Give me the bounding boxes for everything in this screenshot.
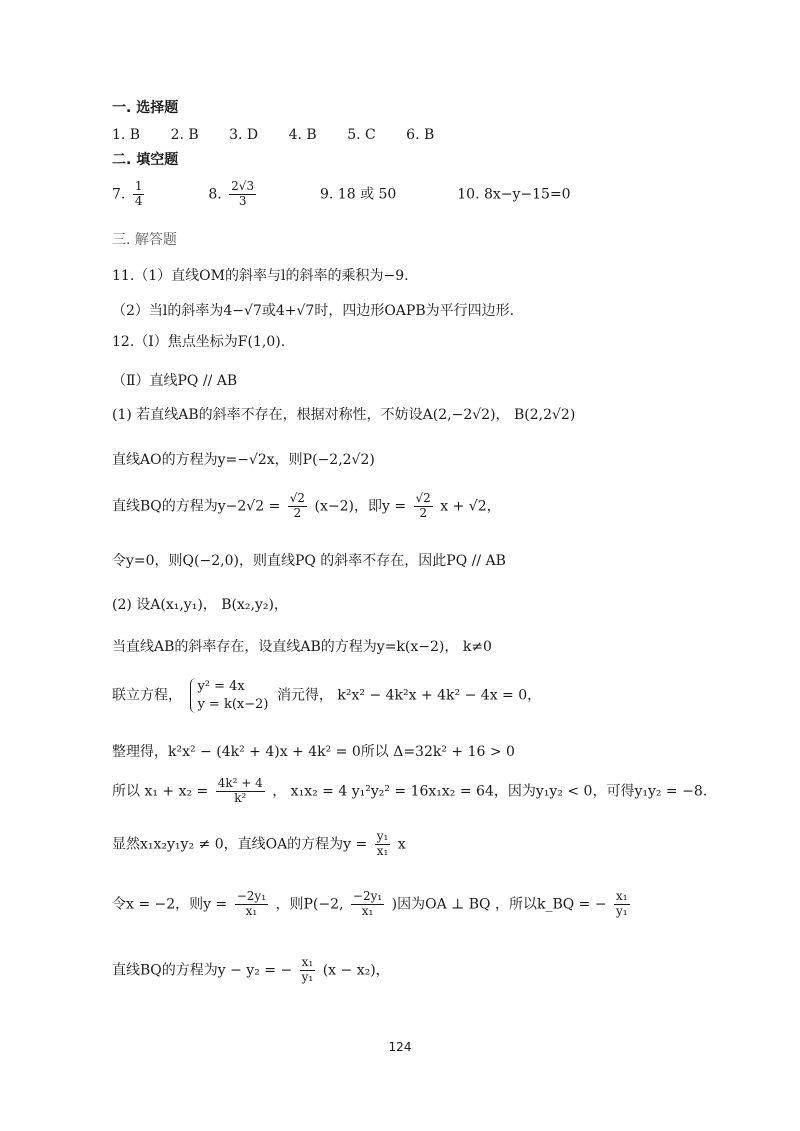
solution-line-5: (2) 设A(x₁,y₁)， B(x₂,y₂)，	[112, 597, 288, 613]
section1-heading: 一. 选择题	[112, 100, 179, 116]
answer-1: 1. B	[112, 127, 141, 143]
q10-answer: 10. 8x−y−15=0	[457, 186, 571, 203]
fraction-x1-over-y1: $\frac{\text{x₁}}{\text{y₁}}$	[301, 955, 314, 984]
q11-part2: （2）当l的斜率为4−√7或4+√7时，四边形OAPB为平行四边形.	[112, 303, 515, 319]
fraction-sqrt2-over-2: $\frac{√2}{2}$	[289, 491, 306, 520]
solution-line-1: (1) 若直线AB的斜率不存在，根据对称性，不妨设A(2,−2√2)， B(2,2√2)	[112, 407, 576, 423]
solution-line-4: 令y=0，则Q(−2,0)，则直线PQ 的斜率不存在，因此PQ // AB	[112, 553, 506, 569]
page-number: 124	[388, 1040, 412, 1054]
q12-part2: （Ⅱ）直线PQ // AB	[112, 373, 238, 389]
fraction-neg2y1-over-x1: $\frac{\text{−2y₁}}{\text{x₁}}$	[236, 889, 266, 918]
answer-4: 4. B	[288, 127, 317, 143]
solution-line-9: 所以 x₁ + x₂ = $\frac{\text{4k² + 4}}{\text{k²}}$ ， x₁x₂ = 4 y₁²y₂² = 16x₁x₂ = 64，因为y₁y₂ < 0，可得y₁y₂ = −8.	[112, 776, 708, 805]
solution-line-6: 当直线AB的斜率存在，设直线AB的方程为y=k(x−2)， k≠0	[112, 639, 492, 655]
answer-2: 2. B	[170, 127, 199, 143]
section2-heading: 二. 填空题	[112, 152, 179, 168]
fraction-sum: $\frac{\text{4k² + 4}}{\text{k²}}$	[217, 776, 263, 805]
section3-heading: 三. 解答题	[112, 232, 177, 248]
q12-part1: 12.（Ⅰ）焦点坐标为F(1,0).	[112, 334, 286, 350]
q9-answer: 9. 18 或 50	[320, 186, 397, 203]
q8-label: 8.	[208, 186, 222, 203]
fill-answers	[112, 180, 571, 209]
fraction-x1-over-y1: $\frac{\text{x₁}}{\text{y₁}}$	[616, 889, 628, 918]
q8-fraction: $\frac{2√3}{3}$	[231, 179, 255, 208]
solution-line-7: 联立方程， y² = 4x y = k(x−2) 消元得， k²x² − 4k²x + 4k² − 4x = 0，	[112, 679, 542, 712]
solution-line-3: 直线BQ的方程为y−2√2 = $\frac{√2}{2}$ (x−2)，即y = $\frac{√2}{2}$ x + √2，	[112, 491, 501, 520]
solution-line-11: 令x = −2，则y = $\frac{\text{−2y₁}}{\text{x₁}}$ ，则P(−2, $\frac{\text{−2y₁}}{\text{x₁}}$ )因为OA ⊥ BQ ，所以k_BQ = − $\frac{\text{x₁}}{\text{y₁}}$	[112, 889, 628, 918]
q7-label: 7.	[112, 186, 126, 203]
fraction-y1-over-x1: $\frac{\text{y₁}}{\text{x₁}}$	[376, 829, 389, 858]
solution-line-12: 直线BQ的方程为y − y₂ = − $\frac{\text{x₁}}{\text{y₁}}$ (x − x₂)，	[112, 955, 390, 984]
solution-line-10: 显然x₁x₂y₁y₂ ≠ 0，直线OA的方程为y = $\frac{\text{y₁}}{\text{x₁}}$ x	[112, 829, 406, 858]
solution-line-2: 直线AO的方程为y=−√2x，则P(−2,2√2)	[112, 452, 375, 468]
fraction-sqrt2-over-2: $\frac{√2}{2}$	[415, 491, 431, 520]
answer-6: 6. B	[406, 127, 435, 143]
choice-answers	[112, 127, 434, 144]
solution-line-8: 整理得，k²x² − (4k² + 4)x + 4k² = 0所以 Δ=32k² + 16 > 0	[112, 744, 515, 760]
q11-part1: 11.（1）直线OM的斜率与l的斜率的乘积为−9.	[112, 268, 409, 284]
fraction-neg2y1-over-x1: $\frac{\text{−2y₁}}{\text{x₁}}$	[352, 889, 383, 918]
q7-fraction: $\frac{1}{4}$	[134, 179, 143, 208]
equation-system: y² = 4x y = k(x−2)	[190, 678, 268, 713]
answer-5: 5. C	[347, 127, 376, 143]
answer-3: 3. D	[229, 127, 259, 143]
